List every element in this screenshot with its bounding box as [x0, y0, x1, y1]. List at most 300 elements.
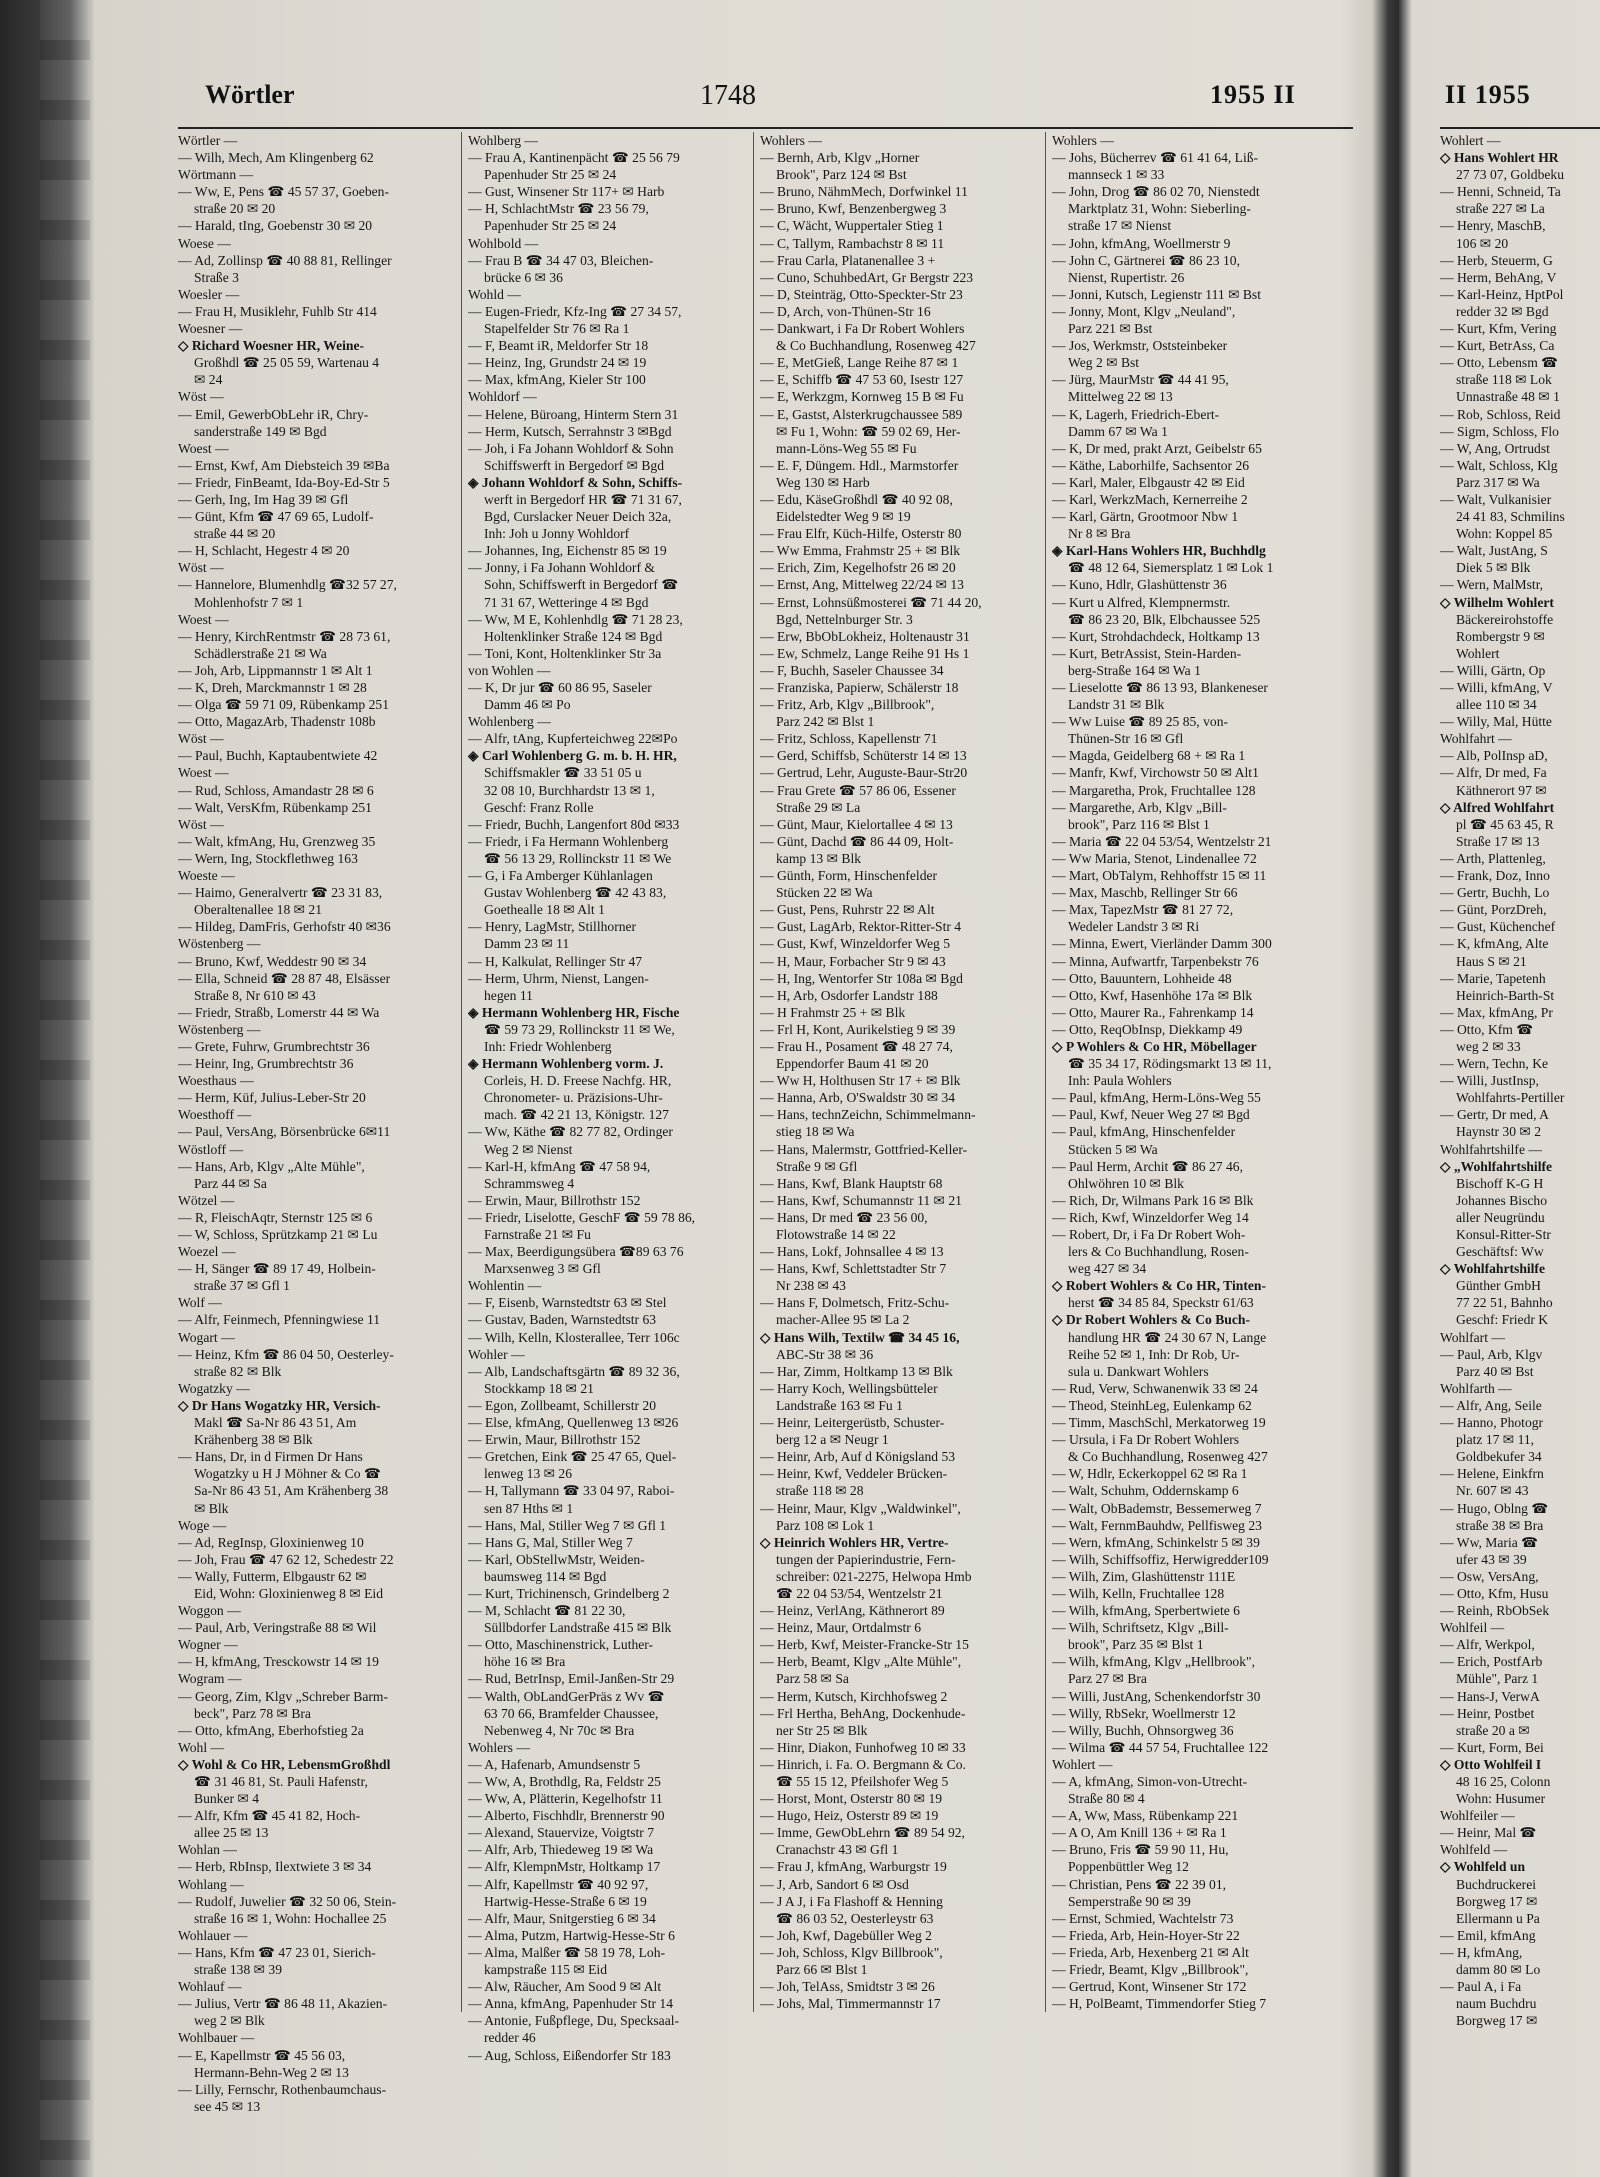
directory-entry-line: — Karl, Maler, Elbgaustr 42 ✉ Eid — [1052, 474, 1245, 490]
directory-entry-line: — Frl Hertha, BehAng, Dockenhude- — [760, 1705, 966, 1721]
directory-entry-line: — Paul Herm, Archit ☎ 86 27 46, — [1052, 1158, 1243, 1174]
directory-entry-line: — Ww, Käthe ☎ 82 77 82, Ordinger — [468, 1124, 673, 1140]
directory-name-heading: Wohlert — — [1052, 1756, 1113, 1772]
directory-entry-line: — Hugo, Oblng ☎ — [1440, 1500, 1549, 1516]
directory-name-heading: Woesler — — [178, 286, 240, 302]
directory-entry-line: — Harry Koch, Wellingsbütteler — [760, 1380, 938, 1396]
directory-entry-line: 71 31 67, Wetteringe 4 ✉ Bgd — [484, 594, 649, 610]
directory-firm-entry: ◇ Dr Robert Wohlers & Co Buch- — [1052, 1312, 1250, 1328]
directory-entry-line: weg 2 ✉ 33 — [1456, 1038, 1521, 1054]
column-divider — [1045, 132, 1046, 2012]
directory-entry-line: Sa-Nr 86 43 51, Am Krähenberg 38 — [194, 1483, 389, 1499]
directory-entry-line: — Franziska, Papierw, Schälerstr 18 — [760, 680, 959, 695]
directory-entry-line: 63 70 66, Bramfelder Chaussee, — [484, 1705, 659, 1721]
directory-entry-line: — Toni, Kont, Holtenklinker Str 3a — [468, 645, 662, 661]
directory-entry-line: — F, Buchh, Saseler Chaussee 34 — [760, 662, 944, 678]
directory-entry-line: — Herb, RbInsp, Ilextwiete 3 ✉ 34 — [178, 1859, 372, 1875]
directory-entry-line: — Heinr, Ing, Grumbrechtstr 36 — [178, 1056, 354, 1072]
directory-entry-line: — Fritz, Arb, Klgv „Billbrook", — [760, 697, 935, 713]
directory-entry-line: — Erich, PostfArb — [1440, 1654, 1543, 1670]
directory-entry-line: — Manfr, Kwf, Virchowstr 50 ✉ Alt1 — [1052, 765, 1259, 781]
directory-entry-line: — Friedr, FinBeamt, Ida-Boy-Ed-Str 5 — [178, 474, 390, 490]
directory-name-heading: Woest — — [178, 611, 229, 627]
directory-entry-line: — Rudolf, Juwelier ☎ 32 50 06, Stein- — [178, 1893, 397, 1909]
directory-firm-entry: ◈ Carl Wohlenberg G. m. b. H. HR, — [468, 748, 677, 764]
directory-entry-line: — Käthe, Laborhilfe, Sachsentor 26 — [1052, 457, 1250, 473]
directory-entry-line: aller Neugründu — [1456, 1209, 1545, 1225]
directory-firm-entry: ◈ Johann Wohldorf & Sohn, Schiffs- — [468, 474, 683, 490]
directory-entry-line: — Kurt u Alfred, Klempnermstr. — [1052, 594, 1231, 610]
directory-entry-line: — Frau Carla, Platanenallee 3 + — [760, 252, 936, 268]
directory-entry-line: Mühle", Parz 1 — [1456, 1671, 1539, 1687]
directory-name-heading: Wohlauf — — [178, 1979, 242, 1995]
directory-entry-line: Nienst, Rupertistr. 26 — [1068, 269, 1185, 285]
directory-entry-line: Parz 317 ✉ Wa — [1456, 474, 1540, 490]
directory-entry-line: Farnstraße 21 ✉ Fu — [484, 1227, 591, 1242]
directory-entry-line: weg 427 ✉ 34 — [1068, 1261, 1147, 1277]
directory-entry-line: — H, kfmAng, Tresckowstr 14 ✉ 19 — [178, 1654, 379, 1670]
directory-entry-line: Reihe 52 ✉ 1, Inh: Dr Rob, Ur- — [1068, 1346, 1240, 1362]
directory-entry-line: — K, Dr jur ☎ 60 86 95, Saseler — [468, 680, 652, 695]
directory-entry-line: ☎ 22 04 53/54, Wentzelstr 21 — [776, 1585, 943, 1601]
directory-entry-line: — Gerh, Ing, Im Hag 39 ✉ Gfl — [178, 491, 349, 507]
directory-entry-line: straße 227 ✉ La — [1456, 201, 1545, 217]
directory-firm-entry: ◇ Robert Wohlers & Co HR, Tinten- — [1052, 1278, 1266, 1294]
directory-entry-line: Inh: Paula Wohlers — [1068, 1073, 1172, 1089]
directory-entry-line: Straße 29 ✉ La — [776, 799, 861, 815]
directory-entry-line: — Otto, Maurer Ra., Fahrenkamp 14 — [1052, 1004, 1254, 1020]
directory-entry-line: — Reinh, RbObSek — [1440, 1603, 1550, 1619]
directory-entry-line: straße 118 ✉ Lok — [1456, 372, 1552, 388]
directory-entry-line: — Alfr, Werkpol, — [1440, 1637, 1535, 1653]
directory-name-heading: Wöstenberg — — [178, 1021, 261, 1037]
directory-entry-line: — Max, Beerdigungsübera ☎89 63 76 — [468, 1244, 684, 1260]
directory-entry-line: — A, Ww, Mass, Rübenkamp 221 — [1052, 1808, 1239, 1824]
directory-entry-line: ☎ 86 03 52, Oesterleystr 63 — [776, 1910, 934, 1926]
directory-entry-line: — Alb, PolInsp aD, — [1440, 748, 1548, 764]
directory-entry-line: — Hans, Mal, Stiller Weg 7 ✉ Gfl 1 — [468, 1517, 667, 1533]
directory-entry-line: Straße 80 ✉ 4 — [1068, 1791, 1145, 1807]
directory-entry-line: — Wern, Techn, Ke — [1440, 1056, 1549, 1072]
directory-entry-line: Parz 27 ✉ Bra — [1068, 1671, 1147, 1687]
directory-entry-line: — Otto, kfmAng, Eberhofstieg 2a — [178, 1722, 364, 1738]
directory-entry-line: — Alfr, KlempnMstr, Holtkamp 17 — [468, 1859, 661, 1875]
directory-entry-line: — Willi, JustInsp, — [1440, 1073, 1539, 1089]
directory-entry-line: 48 16 25, Colonn — [1456, 1774, 1551, 1789]
directory-entry-line: — Alfr, Dr med, Fa — [1440, 765, 1547, 781]
directory-entry-line: — Bruno, NähmMech, Dorfwinkel 11 — [760, 184, 968, 200]
directory-entry-line: Parz 40 ✉ Bst — [1456, 1363, 1534, 1379]
directory-entry-line: — F, Beamt iR, Meldorfer Str 18 — [468, 338, 649, 354]
header-left-word: Wörtler — [205, 80, 295, 109]
directory-entry-line: Damm 67 ✉ Wa 1 — [1068, 423, 1168, 439]
directory-name-heading: Wöst — — [178, 560, 224, 576]
directory-entry-line: — Erwin, Maur, Billrothstr 152 — [468, 1432, 641, 1448]
directory-name-heading: Wöst — — [178, 731, 224, 747]
directory-entry-line: — Herm, Uhrm, Nienst, Langen- — [468, 970, 649, 986]
directory-name-heading: Wogatzky — — [178, 1380, 250, 1396]
directory-entry-line: redder 46 — [484, 2030, 536, 2046]
directory-entry-line: Hermann-Behn-Weg 2 ✉ 13 — [194, 2064, 349, 2080]
directory-entry-line: — Johs, Bücherrev ☎ 61 41 64, Liß- — [1052, 150, 1259, 166]
directory-entry-line: Marxsenweg 3 ✉ Gfl — [484, 1261, 601, 1277]
directory-entry-line: — Otto, Kfm, Husu — [1440, 1585, 1549, 1601]
directory-entry-line: — Friedr, i Fa Hermann Wohlenberg — [468, 833, 669, 849]
directory-entry-line: — Ww H, Holthusen Str 17 + ✉ Blk — [760, 1073, 961, 1089]
directory-entry-line: ☎ 59 73 29, Rollinckstr 11 ✉ We, — [484, 1021, 675, 1037]
directory-entry-line: — Haimo, Generalvertr ☎ 23 31 83, — [178, 885, 383, 901]
directory-entry-line: — Johannes, Ing, Eichenstr 85 ✉ 19 — [468, 543, 667, 559]
directory-entry-line: Günther GmbH — [1456, 1278, 1541, 1294]
directory-entry-line: — Maria ☎ 22 04 53/54, Wentzelstr 21 — [1052, 833, 1272, 849]
directory-entry-line: — Helene, Einkfrn — [1440, 1466, 1544, 1482]
directory-entry-line: — Walt, kfmAng, Hu, Grenzweg 35 — [178, 833, 376, 849]
directory-entry-line: — Wern, Ing, Stockflethweg 163 — [178, 850, 358, 866]
directory-entry-line: Semperstraße 90 ✉ 39 — [1068, 1893, 1191, 1909]
directory-entry-line: — D, Steinträg, Otto-Speckter-Str 23 — [760, 286, 963, 302]
directory-entry-line: — Wilh, Schriftsetz, Klgv „Bill- — [1052, 1620, 1229, 1636]
directory-name-heading: Woesner — — [178, 321, 243, 337]
directory-entry-line: — Kurt, BetrAss, Ca — [1440, 338, 1555, 354]
directory-entry-line: — Hildeg, DamFris, Gerhofstr 40 ✉36 — [178, 919, 391, 935]
directory-entry-line: brook", Parz 116 ✉ Blst 1 — [1068, 816, 1210, 832]
directory-name-heading: Wohlentin — — [468, 1278, 542, 1294]
directory-entry-line: Krähenberg 38 ✉ Blk — [194, 1432, 313, 1448]
directory-entry-line: — Cuno, SchuhbedArt, Gr Bergstr 223 — [760, 269, 974, 285]
directory-entry-line: Inh: Friedr Wohlenberg — [484, 1038, 612, 1054]
directory-entry-line: — Rud, Schloss, Amandastr 28 ✉ 6 — [178, 782, 374, 798]
directory-entry-line: Parz 221 ✉ Bst — [1068, 321, 1153, 337]
directory-entry-line: — Herb, Kwf, Meister-Francke-Str 15 — [760, 1637, 969, 1653]
directory-entry-line: — Sigm, Schloss, Flo — [1440, 423, 1559, 439]
directory-entry-line: — Julius, Vertr ☎ 86 48 11, Akazien- — [178, 1996, 388, 2012]
directory-entry-line: Marktplatz 31, Wohn: Sieberling- — [1068, 201, 1251, 217]
directory-entry-line: — Fritz, Schloss, Kapellenstr 71 — [760, 731, 938, 747]
directory-entry-line: — Gust, Winsener Str 117+ ✉ Harb — [468, 184, 665, 200]
directory-entry-line: Bunker ✉ 4 — [194, 1791, 260, 1807]
directory-entry-line: — Gertr, Dr med, A — [1440, 1107, 1549, 1123]
directory-firm-entry: ◇ „Wohlfahrtshilfe — [1440, 1158, 1553, 1174]
directory-entry-line: — Robert, Dr, i Fa Dr Robert Woh- — [1052, 1227, 1246, 1242]
column-4 — [1052, 132, 1317, 2012]
directory-name-heading: Wöst — — [178, 389, 224, 405]
directory-entry-line: — Alma, Malßer ☎ 58 19 78, Loh- — [468, 1944, 666, 1960]
directory-entry-line: — Wern, MalMstr, — [1440, 577, 1544, 593]
directory-entry-line: — Ernst, Schmied, Wachtelstr 73 — [1052, 1910, 1234, 1926]
column-2 — [468, 132, 733, 2064]
directory-entry-line: sanderstraße 149 ✉ Bgd — [194, 423, 327, 439]
directory-entry-line: — Karl-H, kfmAng ☎ 47 58 94, — [468, 1158, 651, 1174]
directory-name-heading: Wohlfeiler — — [1440, 1808, 1515, 1824]
directory-entry-line: — Jonny, i Fa Johann Wohldorf & — [468, 560, 655, 576]
directory-entry-line: berg 12 a ✉ Neugr 1 — [776, 1432, 889, 1448]
directory-entry-line: — Jonni, Kutsch, Legienstr 111 ✉ Bst — [1052, 286, 1261, 302]
directory-entry-line: — Willy, Mal, Hütte — [1440, 714, 1552, 730]
directory-entry-line: Weg 130 ✉ Harb — [776, 474, 870, 490]
directory-entry-line: — H, Kalkulat, Rellinger Str 47 — [468, 953, 643, 969]
directory-entry-line: — Herm, Küf, Julius-Leber-Str 20 — [178, 1090, 366, 1106]
directory-entry-line: sula u. Dankwart Wohlers — [1068, 1363, 1209, 1379]
directory-name-heading: Wohlers — — [760, 133, 822, 148]
directory-entry-line: straße 20 ✉ 20 — [194, 201, 276, 217]
directory-entry-line: Wedeler Landstr 3 ✉ Ri — [1068, 919, 1200, 935]
directory-entry-line: — E, Gastst, Alsterkrugchaussee 589 — [760, 406, 963, 422]
directory-name-heading: Wöstloff — — [178, 1141, 244, 1157]
directory-entry-line: — Otto, Kfm ☎ — [1440, 1021, 1534, 1037]
directory-entry-line: — Wilh, Kelln, Fruchtallee 128 — [1052, 1585, 1225, 1601]
directory-entry-line: — Lieselotte ☎ 86 13 93, Blankeneser — [1052, 680, 1268, 695]
directory-entry-line: — Gertrud, Lehr, Auguste-Baur-Str20 — [760, 765, 968, 781]
next-page-header-year: II 1955 — [1445, 80, 1531, 109]
directory-entry-line: — Otto, Bauuntern, Lohheide 48 — [1052, 970, 1232, 986]
directory-firm-entry: ◇ Hans Wohlert HR — [1440, 150, 1559, 166]
directory-entry-line: — John C, Gärtnerei ☎ 86 23 10, — [1052, 252, 1240, 268]
directory-entry-line: — Margarethe, Arb, Klgv „Bill- — [1052, 799, 1227, 815]
directory-entry-line: ☎ 31 46 81, St. Pauli Hafenstr, — [194, 1774, 368, 1789]
directory-entry-line: — Günt, PorzDreh, — [1440, 902, 1547, 918]
directory-entry-line: — Gust, Pens, Ruhrstr 22 ✉ Alt — [760, 902, 935, 918]
directory-entry-line: Poppenbüttler Weg 12 — [1068, 1859, 1189, 1875]
directory-entry-line: — Hanno, Photogr — [1440, 1415, 1544, 1431]
directory-entry-line: — Ww Maria, Stenot, Lindenallee 72 — [1052, 850, 1257, 866]
directory-entry-line: Damm 46 ✉ Po — [484, 697, 571, 713]
directory-name-heading: Wöst — — [178, 816, 224, 832]
directory-entry-line: — Horst, Mont, Osterstr 80 ✉ 19 — [760, 1791, 943, 1807]
directory-entry-line: werft in Bergedorf HR ☎ 71 31 67, — [484, 491, 682, 507]
directory-firm-entry: ◇ Wohlfeld un — [1440, 1859, 1526, 1875]
directory-entry-line: — Else, kfmAng, Quellenweg 13 ✉26 — [468, 1415, 679, 1431]
directory-entry-line: — Ww, M E, Kohlenhdlg ☎ 71 28 23, — [468, 611, 683, 627]
directory-entry-line: Süllbdorfer Landstraße 415 ✉ Blk — [484, 1620, 672, 1636]
directory-entry-line: — Timm, MaschSchl, Merkatorweg 19 — [1052, 1415, 1266, 1431]
directory-entry-line: — Walt, FernmBauhdw, Pellfisweg 23 — [1052, 1517, 1262, 1533]
directory-entry-line: mannseck 1 ✉ 33 — [1068, 167, 1165, 183]
directory-entry-line: Schiffswerft in Bergedorf ✉ Bgd — [484, 457, 665, 473]
directory-entry-line: straße 44 ✉ 20 — [194, 526, 276, 542]
directory-entry-line: Ellermann u Pa — [1456, 1910, 1540, 1926]
directory-entry-line: — E, Kapellmstr ☎ 45 56 03, — [178, 2047, 346, 2063]
directory-entry-line: — Otto, Lebensm ☎ — [1440, 355, 1559, 371]
directory-entry-line: — Frau Elfr, Küch-Hilfe, Osterstr 80 — [760, 526, 962, 542]
directory-entry-line: — Frieda, Arb, Hexenberg 21 ✉ Alt — [1052, 1944, 1249, 1960]
directory-entry-line: — Alberto, Fischhdlr, Brennerstr 90 — [468, 1808, 665, 1824]
directory-entry-line: — Hans, Lokf, Johnsallee 4 ✉ 13 — [760, 1244, 944, 1260]
directory-entry-line: Johannes Bischo — [1456, 1192, 1547, 1208]
directory-entry-line: allee 25 ✉ 13 — [194, 1825, 269, 1841]
directory-entry-line: — Wilh, kfmAng, Klgv „Hellbrook", — [1052, 1654, 1255, 1670]
directory-entry-line: beck", Parz 78 ✉ Bra — [194, 1705, 311, 1721]
directory-entry-line: Parz 58 ✉ Sa — [776, 1671, 849, 1687]
directory-firm-entry: ◇ Dr Hans Wogatzky HR, Versich- — [178, 1397, 381, 1413]
directory-entry-line: — Ella, Schneid ☎ 28 87 48, Elsässer — [178, 970, 391, 986]
directory-entry-line: — C, Wächt, Wuppertaler Stieg 1 — [760, 218, 944, 234]
directory-entry-line: — Hans-J, VerwA — [1440, 1688, 1540, 1704]
directory-entry-line: straße 20 a ✉ — [1456, 1722, 1530, 1738]
directory-entry-line: — Joh, Arb, Lippmannstr 1 ✉ Alt 1 — [178, 662, 373, 678]
directory-name-heading: Wohlauer — — [178, 1927, 248, 1943]
directory-entry-line: — Alw, Räucher, Am Sood 9 ✉ Alt — [468, 1979, 662, 1995]
directory-entry-line: — F, Eisenb, Warnstedtstr 63 ✉ Stel — [468, 1295, 667, 1311]
directory-entry-line: — W, Ang, Ortrudst — [1440, 440, 1550, 456]
directory-name-heading: Woggon — — [178, 1603, 241, 1619]
directory-entry-line: — Frl H, Kont, Aurikelstieg 9 ✉ 39 — [760, 1021, 956, 1037]
directory-entry-line: 24 41 83, Schmilins — [1456, 509, 1565, 525]
directory-name-heading: Wohldorf — — [468, 389, 537, 405]
directory-entry-line: — Heinr, Leitergerüstb, Schuster- — [760, 1415, 945, 1431]
directory-entry-line: — Christian, Pens ☎ 22 39 01, — [1052, 1876, 1227, 1892]
directory-name-heading: Wohler — — [468, 1346, 525, 1362]
directory-name-heading: Wogart — — [178, 1329, 235, 1345]
directory-entry-line: — Gustav, Baden, Warnstedtstr 63 — [468, 1312, 657, 1328]
column-divider — [753, 132, 754, 2012]
directory-entry-line: — Walt, VersKfm, Rübenkamp 251 — [178, 799, 372, 815]
directory-entry-line: Wohn: Koppel 85 — [1456, 526, 1553, 542]
directory-name-heading: Wogram — — [178, 1671, 242, 1687]
directory-entry-line: — Rob, Schloss, Reid — [1440, 406, 1561, 422]
directory-entry-line: — Osw, VersAng, — [1440, 1568, 1539, 1584]
directory-entry-line: lers & Co Buchhandlung, Rosen- — [1068, 1244, 1249, 1260]
directory-entry-line: macher-Allee 95 ✉ La 2 — [776, 1312, 910, 1328]
directory-entry-line: — Ernst, Kwf, Am Diebsteich 39 ✉Ba — [178, 457, 390, 473]
directory-entry-line: — Bruno, Fris ☎ 59 90 11, Hu, — [1052, 1842, 1229, 1858]
directory-entry-line: straße 38 ✉ Bra — [1456, 1517, 1544, 1533]
directory-firm-entry: ◇ Heinrich Wohlers HR, Vertre- — [760, 1534, 949, 1550]
directory-entry-line: — Minna, Ewert, Vierländer Damm 300 — [1052, 936, 1272, 952]
directory-entry-line: pl ☎ 45 63 45, R — [1456, 816, 1554, 832]
column-1 — [178, 132, 443, 2115]
directory-entry-line: — Imme, GewObLehrn ☎ 89 54 92, — [760, 1825, 965, 1841]
directory-entry-line: — Alfr, tAng, Kupferteichweg 22✉Po — [468, 731, 678, 747]
directory-entry-line: Wohlert — [1456, 645, 1500, 661]
directory-entry-line: — Gertrud, Kont, Winsener Str 172 — [1052, 1979, 1247, 1995]
directory-entry-line: — K, Lagerh, Friedrich-Ebert- — [1052, 406, 1220, 422]
directory-entry-line: — Mart, ObTalym, Rehhoffstr 15 ✉ 11 — [1052, 868, 1267, 884]
directory-entry-line: Papenhuder Str 25 ✉ 24 — [484, 218, 617, 234]
directory-entry-line: — J A J, i Fa Flashoff & Henning — [760, 1893, 943, 1909]
directory-firm-entry: ◇ Wohl & Co HR, LebensmGroßhdl — [178, 1756, 391, 1772]
directory-entry-line: — M, Schlacht ☎ 81 22 30, — [468, 1603, 626, 1619]
directory-entry-line: Geschf: Friedr K — [1456, 1312, 1549, 1328]
directory-name-heading: Woese — — [178, 235, 231, 251]
directory-entry-line: — Paul, kfmAng, Hinschenfelder — [1052, 1124, 1236, 1140]
directory-entry-line: Diek 5 ✉ Blk — [1456, 560, 1531, 576]
directory-entry-line: Mohlenhofstr 7 ✉ 1 — [194, 594, 304, 610]
directory-entry-line: brücke 6 ✉ 36 — [484, 269, 563, 285]
directory-entry-line: brook", Parz 35 ✉ Blst 1 — [1068, 1637, 1204, 1653]
directory-entry-line: — W, Schloss, Sprützkamp 21 ✉ Lu — [178, 1227, 378, 1242]
directory-entry-line: — A O, Am Knill 136 + ✉ Ra 1 — [1052, 1825, 1227, 1841]
directory-entry-line: — Hannelore, Blumenhdlg ☎32 57 27, — [178, 577, 397, 593]
directory-entry-line: Schrammsweg 4 — [484, 1175, 575, 1191]
directory-entry-line: — Frau H., Posament ☎ 48 27 74, — [760, 1038, 953, 1054]
directory-entry-line: Corleis, H. D. Freese Nachfg. HR, — [484, 1073, 672, 1089]
directory-entry-line: — Kurt, Form, Bei — [1440, 1739, 1544, 1755]
directory-entry-line: — Hans, Kwf, Blank Hauptstr 68 — [760, 1175, 943, 1191]
directory-entry-line: baumsweg 114 ✉ Bgd — [484, 1568, 607, 1584]
directory-entry-line: — Antonie, Fußpflege, Du, Specksaal- — [468, 2013, 680, 2029]
directory-name-heading: Wohlers — — [1052, 133, 1114, 148]
directory-entry-line: hegen 11 — [484, 987, 533, 1003]
directory-entry-line: straße 37 ✉ Gfl 1 — [194, 1278, 290, 1294]
directory-entry-line: Parz 66 ✉ Blst 1 — [776, 1962, 868, 1978]
directory-entry-line: straße 17 ✉ Nienst — [1068, 218, 1172, 234]
directory-entry-line: Holtenklinker Straße 124 ✉ Bgd — [484, 628, 663, 644]
directory-name-heading: Wohlang — — [178, 1876, 244, 1892]
directory-entry-line: — Ad, RegInsp, Gloxinienweg 10 — [178, 1534, 364, 1550]
directory-entry-line: Bischoff K-G H — [1456, 1175, 1544, 1191]
directory-entry-line: ☎ 35 34 17, Rödingsmarkt 13 ✉ 11, — [1068, 1056, 1272, 1072]
directory-name-heading: Wörtmann — — [178, 167, 254, 183]
directory-entry-line: — Gretchen, Eink ☎ 25 47 65, Quel- — [468, 1449, 677, 1465]
directory-entry-line: — G, i Fa Amberger Kühlanlagen — [468, 868, 653, 884]
directory-entry-line: — Walt, Vulkanisier — [1440, 491, 1552, 507]
column-divider — [461, 132, 462, 2012]
directory-entry-line: Sohn, Schiffswerft in Bergedorf ☎ — [484, 577, 679, 593]
directory-entry-line: — Har, Zimm, Holtkamp 13 ✉ Blk — [760, 1363, 953, 1379]
directory-entry-line: Chronometer- u. Präzisions-Uhr- — [484, 1090, 663, 1106]
directory-entry-line: — Joh, TelAss, Smidtstr 3 ✉ 26 — [760, 1979, 935, 1995]
directory-name-heading: Woesthaus — — [178, 1073, 254, 1089]
directory-entry-line: Ohlwöhren 10 ✉ Blk — [1068, 1175, 1184, 1191]
directory-entry-line: Stücken 5 ✉ Wa — [1068, 1141, 1158, 1157]
directory-entry-line: Geschäftsf: Ww — [1456, 1244, 1544, 1260]
directory-entry-line: — Harald, tIng, Goebenstr 30 ✉ 20 — [178, 218, 373, 234]
directory-entry-line: — Wilh, Kelln, Klosterallee, Terr 106c — [468, 1329, 680, 1345]
directory-entry-line: herst ☎ 34 85 84, Speckstr 61/63 — [1068, 1295, 1254, 1311]
directory-entry-line: Parz 242 ✉ Blst 1 — [776, 714, 875, 730]
directory-entry-line: — Karl, WerkzMach, Kernerreihe 2 — [1052, 491, 1248, 507]
directory-entry-line: — Friedr, Buchh, Langenfort 80d ✉33 — [468, 816, 680, 832]
directory-entry-line: Cranachstr 43 ✉ Gfl 1 — [776, 1842, 899, 1858]
directory-entry-line: — Magda, Geidelberg 68 + ✉ Ra 1 — [1052, 748, 1246, 764]
directory-entry-line: 106 ✉ 20 — [1456, 235, 1509, 251]
directory-entry-line: Großhdl ☎ 25 05 59, Wartenau 4 — [194, 355, 380, 371]
directory-entry-line: — Egon, Zollbeamt, Schillerstr 20 — [468, 1397, 657, 1413]
directory-entry-line: — Frau J, kfmAng, Warburgstr 19 — [760, 1859, 947, 1875]
directory-entry-line: — Henry, KirchRentmstr ☎ 28 73 61, — [178, 628, 391, 644]
directory-entry-line: — Herb, Beamt, Klgv „Alte Mühle", — [760, 1654, 962, 1670]
directory-entry-line: 32 08 10, Burchhardstr 13 ✉ 1, — [484, 782, 655, 798]
directory-entry-line: — Ww, A, Brothdlg, Ra, Feldstr 25 — [468, 1774, 661, 1789]
column-5-next-page — [1440, 132, 1600, 2029]
directory-entry-line: — Günt, Maur, Kielortallee 4 ✉ 13 — [760, 816, 953, 832]
directory-firm-entry: ◇ P Wohlers & Co HR, Möbellager — [1052, 1038, 1257, 1054]
directory-entry-line: — Heinz, Maur, Ortdalmstr 6 — [760, 1620, 922, 1636]
directory-entry-line: — Alma, Putzm, Hartwig-Hesse-Str 6 — [468, 1927, 675, 1943]
directory-entry-line: ✉ 24 — [194, 372, 223, 388]
directory-entry-line: — H, SchlachtMstr ☎ 23 56 79, — [468, 201, 649, 217]
directory-name-heading: Wohlbold — — [468, 235, 539, 251]
directory-entry-line: see 45 ✉ 13 — [194, 2098, 261, 2114]
directory-entry-line: naum Buchdru — [1456, 1996, 1537, 2012]
directory-name-heading: Wötzel — — [178, 1192, 235, 1208]
directory-entry-line: — Hinrich, i. Fa. O. Bergmann & Co. — [760, 1756, 966, 1772]
directory-entry-line: — H, Arb, Osdorfer Landstr 188 — [760, 987, 938, 1003]
directory-entry-line: ☎ 56 13 29, Rollinckstr 11 ✉ We — [484, 850, 672, 866]
directory-name-heading: Wogner — — [178, 1637, 238, 1653]
directory-entry-line: — Paul, VersAng, Börsenbrücke 6✉11 — [178, 1124, 391, 1140]
directory-name-heading: Wohlfarth — — [1440, 1380, 1512, 1396]
directory-entry-line: — Rich, Kwf, Winzeldorfer Weg 14 — [1052, 1209, 1249, 1225]
directory-entry-line: weg 2 ✉ Blk — [194, 2013, 265, 2029]
directory-name-heading: Wohlers — — [468, 1739, 530, 1755]
directory-entry-line: — W, Hdlr, Eckerkoppel 62 ✉ Ra 1 — [1052, 1466, 1248, 1482]
directory-entry-line: — Jürg, MaurMstr ☎ 44 41 95, — [1052, 372, 1229, 388]
directory-entry-line: — Herm, BehAng, V — [1440, 269, 1557, 285]
directory-entry-line: — Gust, Küchenchef — [1440, 919, 1556, 935]
directory-entry-line: — Ww Luise ☎ 89 25 85, von- — [1052, 714, 1229, 730]
directory-entry-line: Eid, Wohn: Gloxinienweg 8 ✉ Eid — [194, 1585, 384, 1601]
